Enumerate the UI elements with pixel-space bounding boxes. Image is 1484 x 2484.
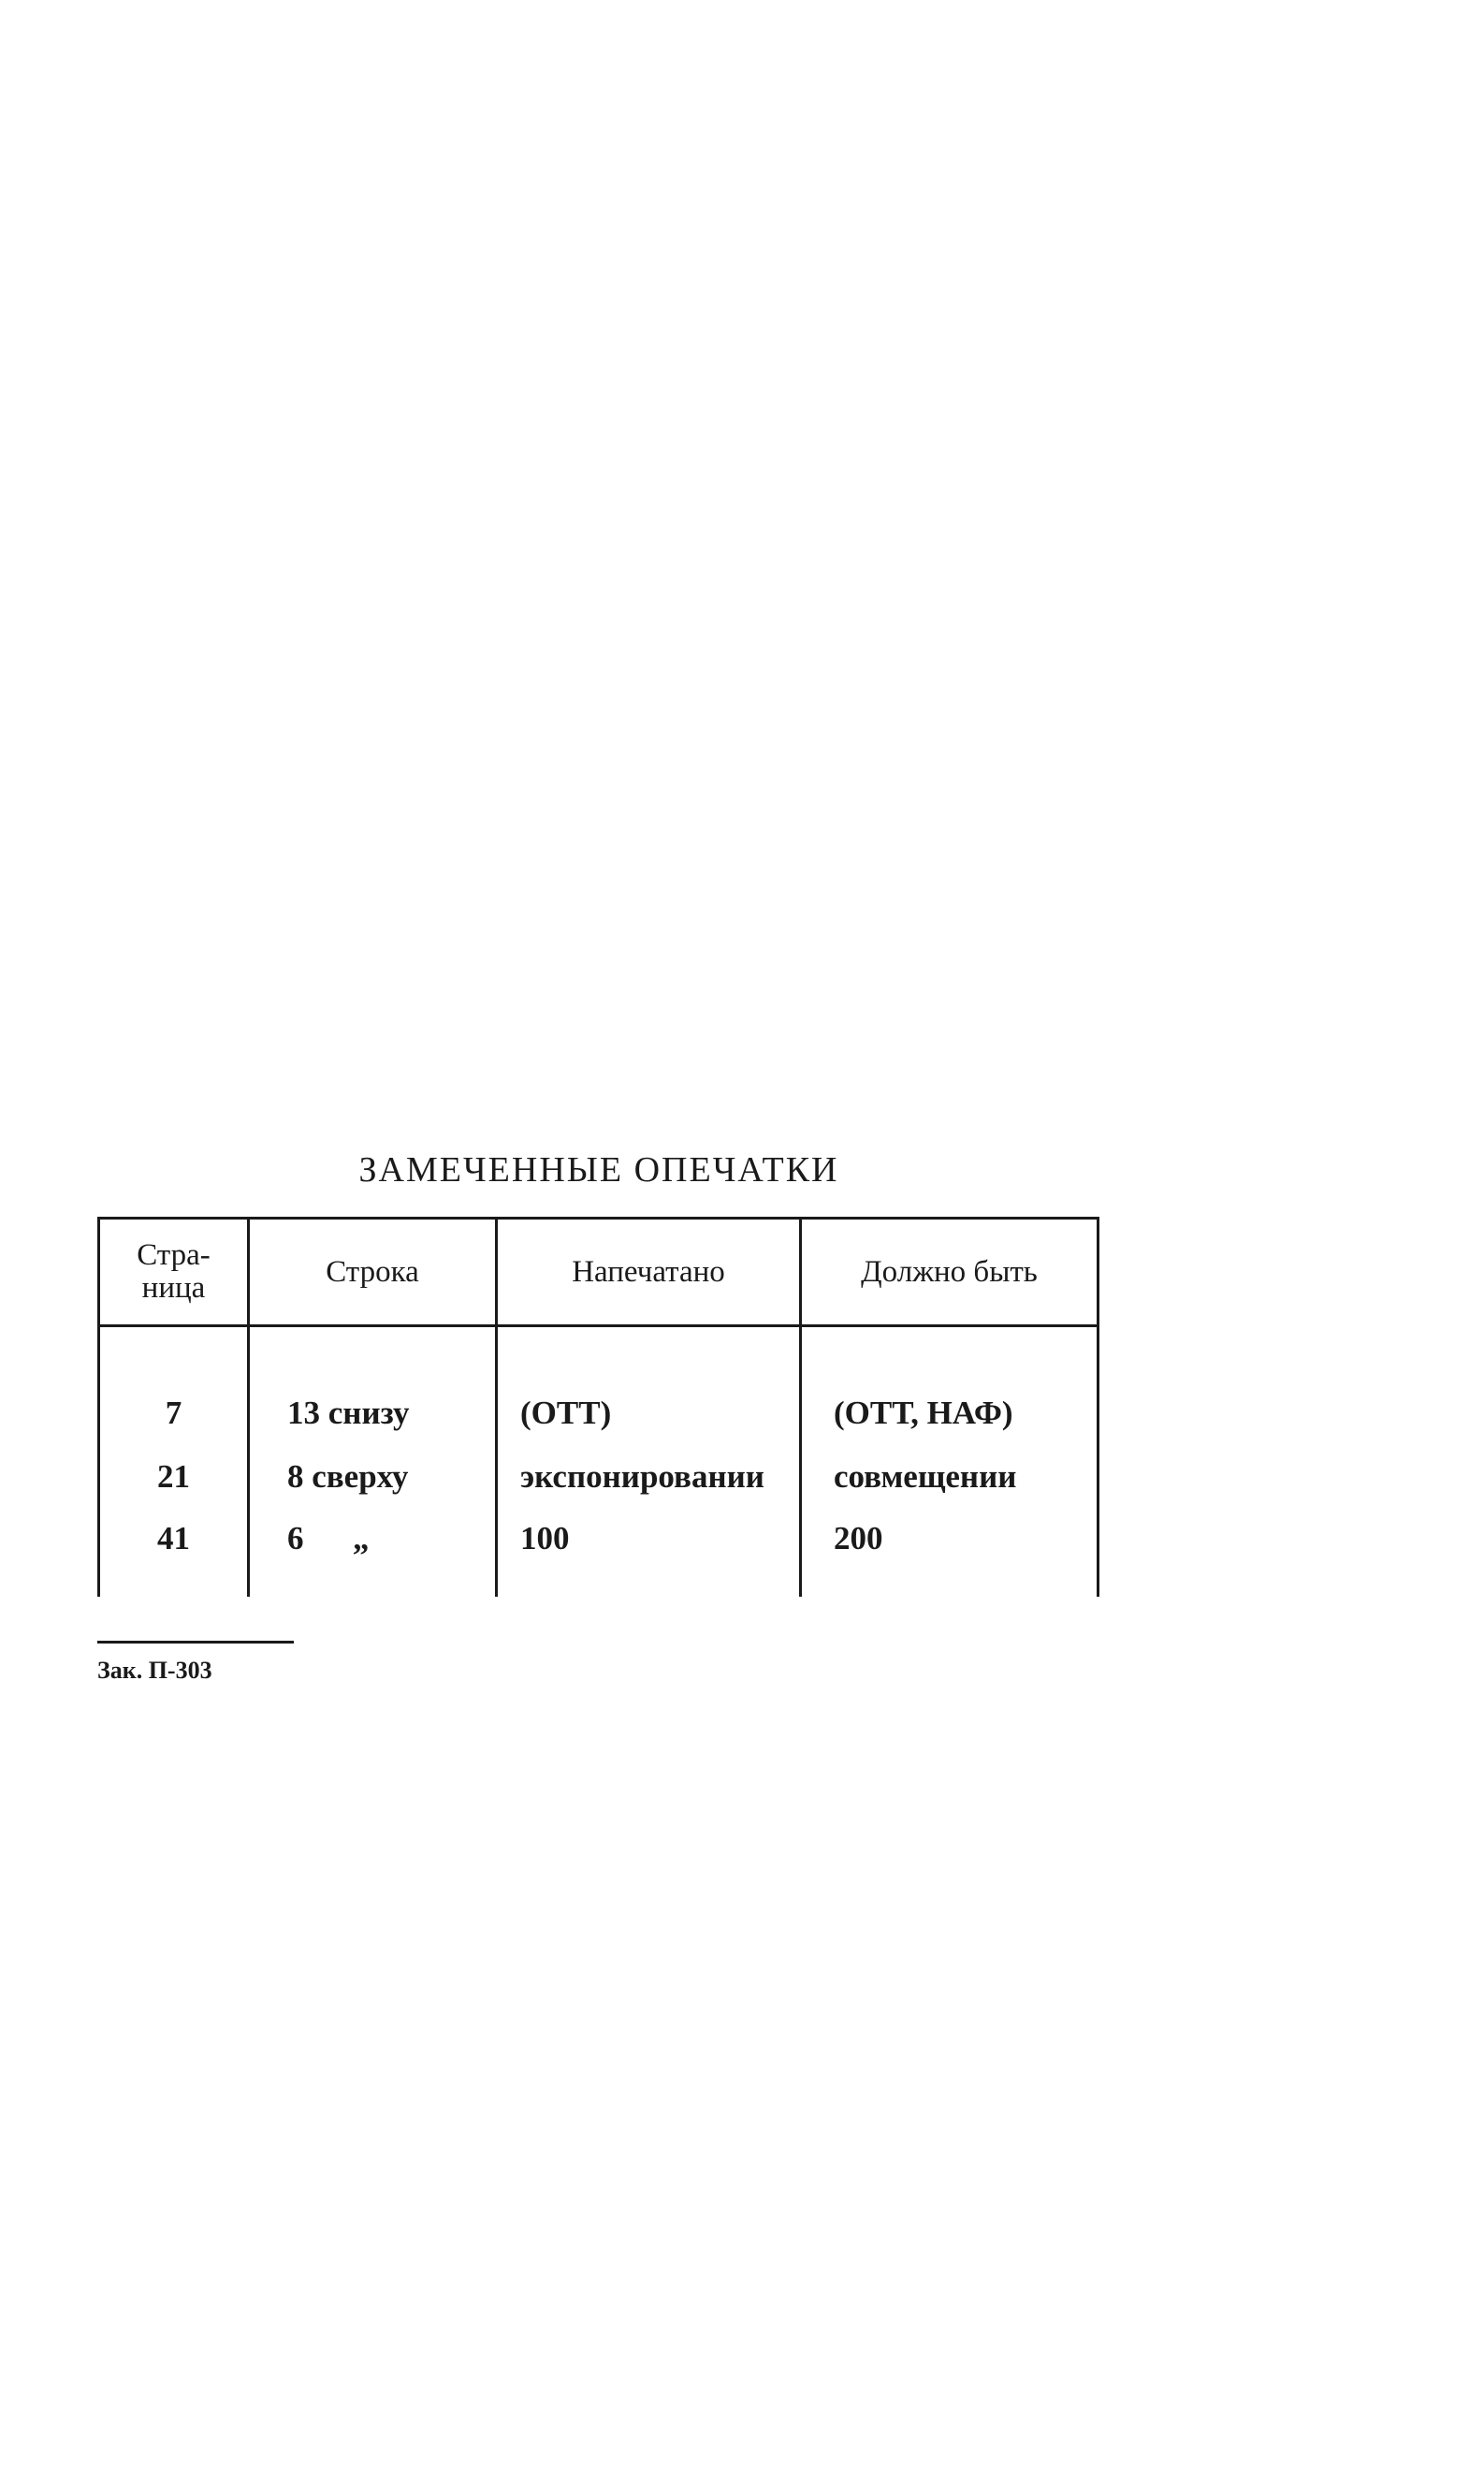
cell-printed: (ОТТ) xyxy=(497,1326,801,1444)
cell-should-be: совмещении xyxy=(801,1443,1098,1511)
cell-printed: 100 xyxy=(497,1511,801,1597)
cell-page: 21 xyxy=(99,1443,249,1511)
errata-title: ЗАМЕЧЕННЫЕ ОПЕЧАТКИ xyxy=(358,1150,839,1190)
cell-page: 7 xyxy=(99,1326,249,1444)
header-page xyxy=(99,1219,249,1326)
footer-rule xyxy=(97,1641,294,1644)
header-line: Строка xyxy=(249,1219,497,1326)
table-row xyxy=(99,1511,1098,1597)
cell-line: 8 сверху xyxy=(249,1443,497,1511)
cell-page: 41 xyxy=(99,1511,249,1597)
cell-should-be: (ОТТ, НАФ) xyxy=(801,1326,1098,1444)
order-number: Зак. П-303 xyxy=(97,1657,212,1684)
cell-line: 6 „ xyxy=(249,1511,497,1597)
cell-printed: экспонировании xyxy=(497,1443,801,1511)
errata-table xyxy=(97,1217,1099,1597)
cell-line: 13 снизу xyxy=(249,1326,497,1444)
table-row xyxy=(99,1443,1098,1511)
table-header-row xyxy=(99,1219,1098,1326)
header-should-be: Должно быть xyxy=(801,1219,1098,1326)
header-page-line1: Стра- xyxy=(137,1238,211,1273)
header-page-line2: ница xyxy=(141,1271,206,1305)
table-row xyxy=(99,1326,1098,1444)
cell-should-be: 200 xyxy=(801,1511,1098,1597)
header-printed: Напечатано xyxy=(497,1219,801,1326)
